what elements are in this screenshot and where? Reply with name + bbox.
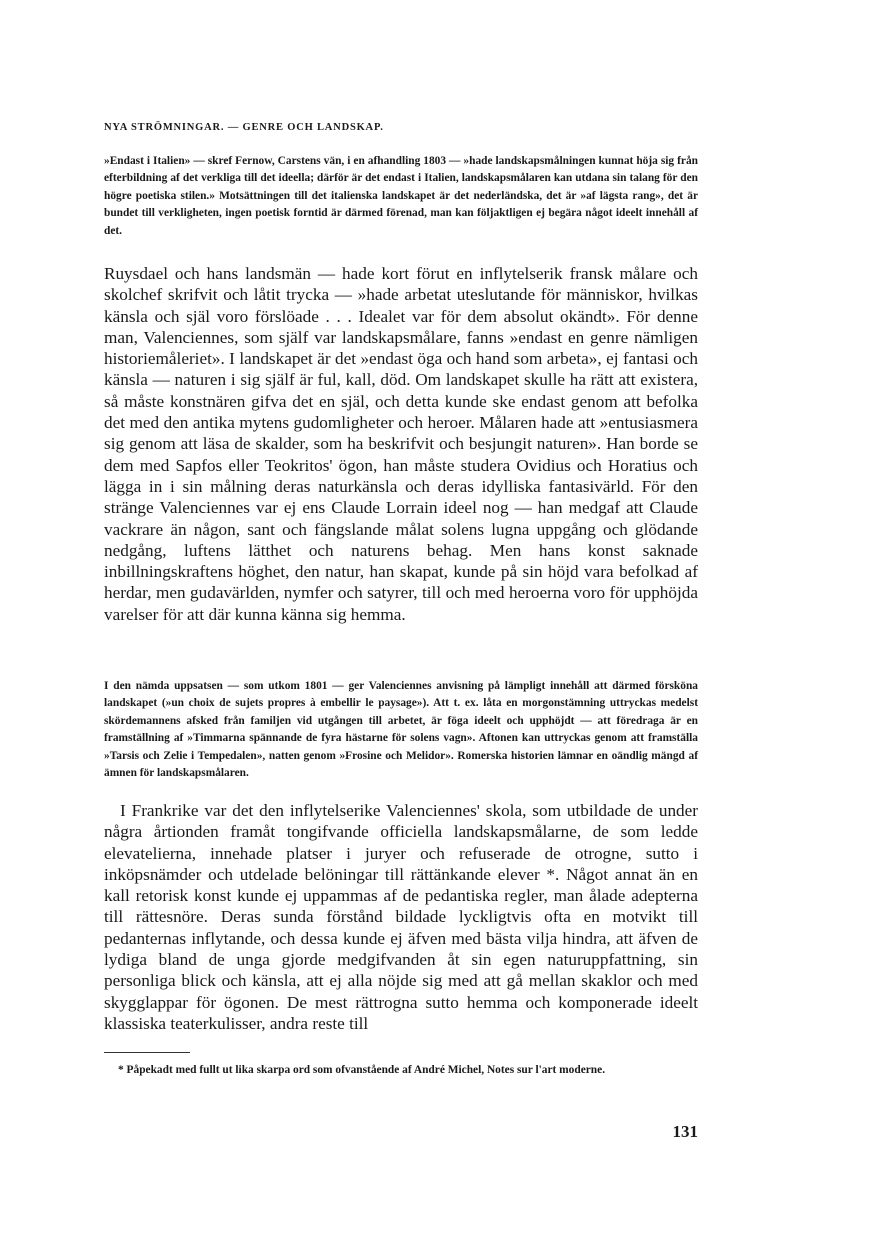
small-text-block-2 xyxy=(104,678,698,782)
footnote-block xyxy=(104,1062,698,1079)
main-text-block-1 xyxy=(104,263,698,625)
main-paragraph-3: I Frankrike var det den inflytelserike Valenciennes' skola, som utbildade de under några årtionden framåt tongifvande officiella landskapsmålarne, de som ledde elevatelierna, innehade platser i juryer och refuserade de otrogne, sutto i inköpsnämder och utdelade belöningar till rättänkande elever *. Något annat än en kall retorisk konst kunde ej uppammas af de pedantiska regler, man ålade adepterna till rättesnöre. Deras sunda förstånd bildade lyckligtvis ofta en motvikt till pedanternas inflytande, och dessa kunde ej äfven med bästa vilja hindra, att äfven de lydiga bland de unga gjorde medgifvanden åt sin egen naturuppfattning, sin personliga blick och känsla, att ej alla nöjde sig med att gå mellan skaklor och med skygglappar för ögonen. De mest rättrogna sutto hemma och komponerade ideelt klassiska teaterkulisser, andra reste till xyxy=(104,801,698,1033)
quote-paragraph: »Endast i Italien» — skref Fernow, Carstens vän, i en afhandling 1803 — »hade landskapsmålningen kunnat höja sig från efterbildning af det verkliga till det ideella; därför är det endast i Italien, landskapsmålaren kan utdana sin talang för den högre poetiska stilen.» Motsättningen till det italienska landskapet är det nederländska, det är »af lägsta rang», det är bundet till verkligheten, ingen poetisk forntid är därmed förenad, man kan följaktligen ej begära något ideelt innehåll af det. xyxy=(104,155,698,237)
running-header: NYA STRÖMNINGAR. — GENRE OCH LANDSKAP. xyxy=(104,122,384,133)
quote-block xyxy=(104,153,698,240)
page-number: 131 xyxy=(672,1122,698,1141)
footnote-rule xyxy=(104,1052,190,1053)
main-paragraph-1: Ruysdael och hans landsmän — hade kort förut en inflytelserik fransk målare och skolchef skrifvit och låtit trycka — »hade arbetat uteslutande för människor, hvilkas känsla och själ voro förslöade . . . Idealet var för dem absolut okändt». För denne man, Valenciennes, som själf var landskapsmålare, fanns »endast en genre nämligen historiemåleriet». I landskapet är det »endast öga och hand som arbeta», ej fantasi och känsla — naturen i sig själf är ful, kall, död. Om landskapet skulle ha rätt att existera, så måste konstnären gifva det en själ, och detta kunde ske endast genom att befolka det med den antika mytens gudomligheter och heroer. Målaren hade att »entusiasmera sig genom att läsa de skalder, som ha beskrifvit och besjungit naturen». Han borde se dem med Sapfos eller Teokritos' ögon, han måste studera Ovidius och Horatius och lägga in i sin målning deras naturkänsla och deras idylliska fantasivärld. För den stränge Valenciennes var ej ens Claude Lorrain ideel nog — han medgaf att Claude vackrare än någon, sant och fängslande målat solens lugna uppgång och glödande nedgång, luftens lätthet och naturens behag. Men hans konst saknade inbillningskraftens höghet, den natur, han skapat, kunde på sin höjd vara befolkad af herdar, men gudavärlden, nymfer och satyrer, till och med heroerna voro för upphöjda varelser för att där kunna känna sig hemma. xyxy=(104,264,698,624)
small-paragraph-2: I den nämda uppsatsen — som utkom 1801 — ger Valenciennes anvisning på lämpligt innehåll att därmed försköna landskapet (»un choix de sujets propres à embellir le paysage»). Att t. ex. låta en morgonstämning uttryckas medelst skördemannens afsked från familjen vid utgången till arbetet, är föga ideelt och upphöjdt — att föredraga är en framställning af »Timmarna spännande de fyra hästarne för solens vagn». Aftonen kan uttryckas genom att framställa »Tarsis och Zelie i Tempedalen», natten genom »Frosine och Melidor». Romerska historien lämnar en oändlig mängd af ämnen för landskapsmålaren. xyxy=(104,680,698,780)
main-text-block-3 xyxy=(104,800,698,1034)
footnote: * Påpekadt med fullt ut lika skarpa ord som ofvanstående af André Michel, Notes sur l'art moderne. xyxy=(118,1064,606,1076)
